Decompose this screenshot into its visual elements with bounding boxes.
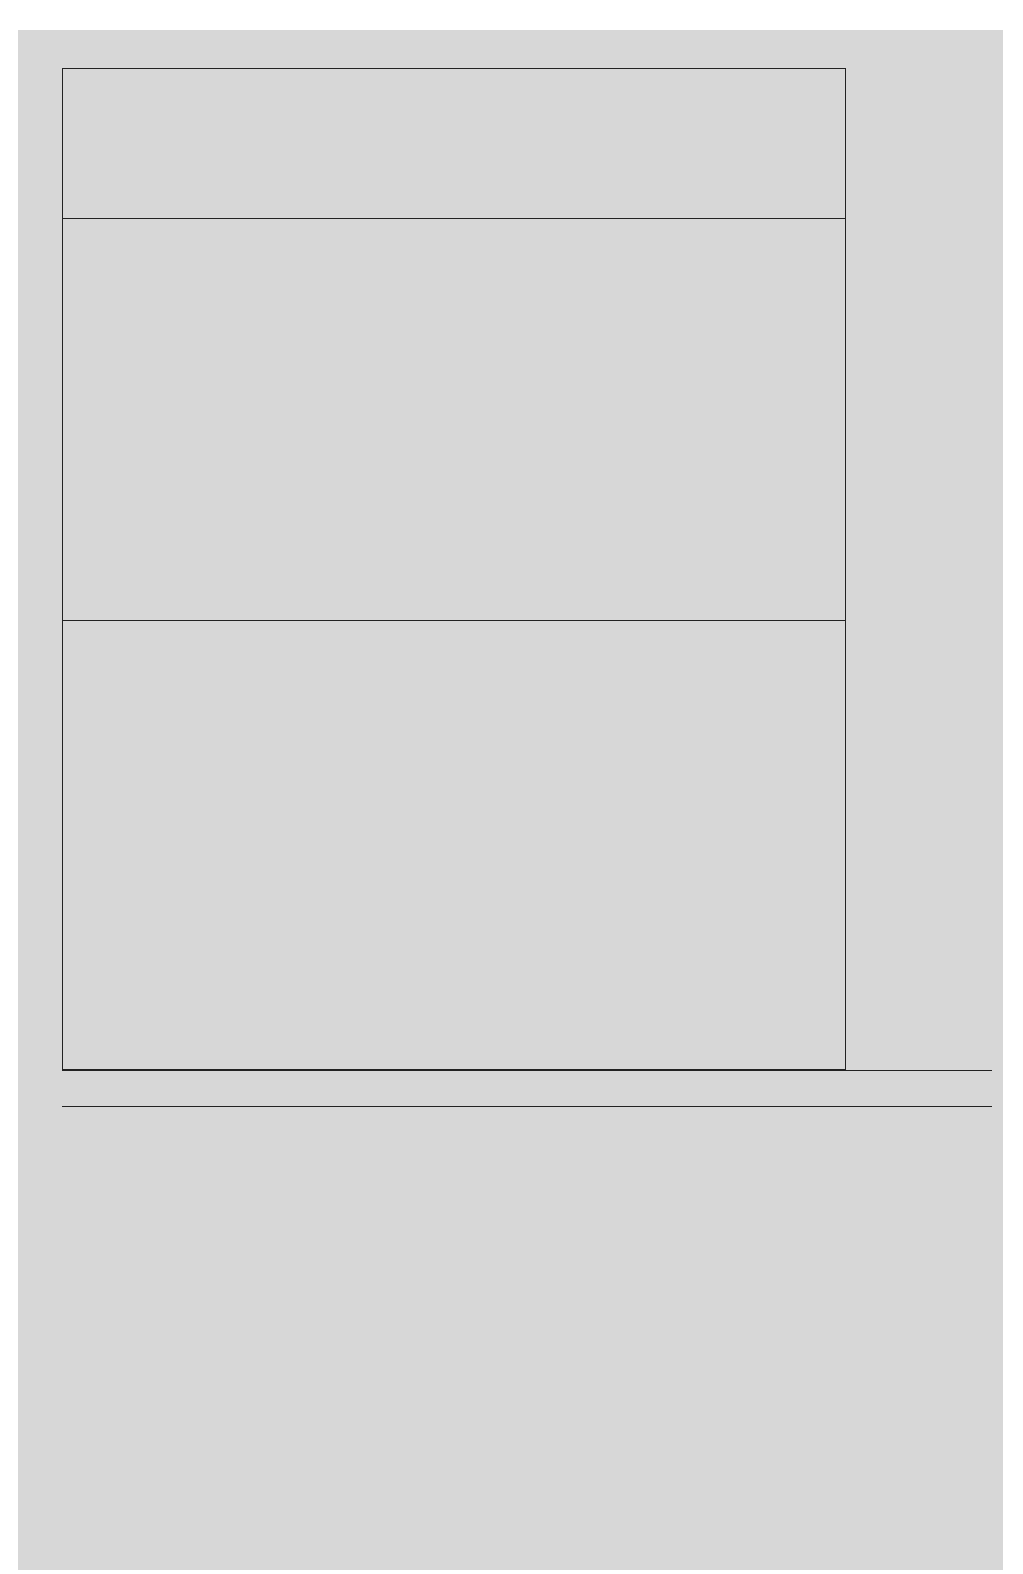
t3184-trains-down (115, 1108, 465, 1448)
t3183-divider (62, 1070, 992, 1071)
section-a-divider (62, 218, 846, 219)
t3189-columns (850, 75, 990, 795)
t3184-stations (440, 1108, 665, 1448)
t3184-trains-up (666, 1108, 991, 1448)
t3189-stations (850, 800, 950, 990)
t3184-divider (62, 1106, 992, 1107)
section-b-divider (62, 620, 846, 621)
